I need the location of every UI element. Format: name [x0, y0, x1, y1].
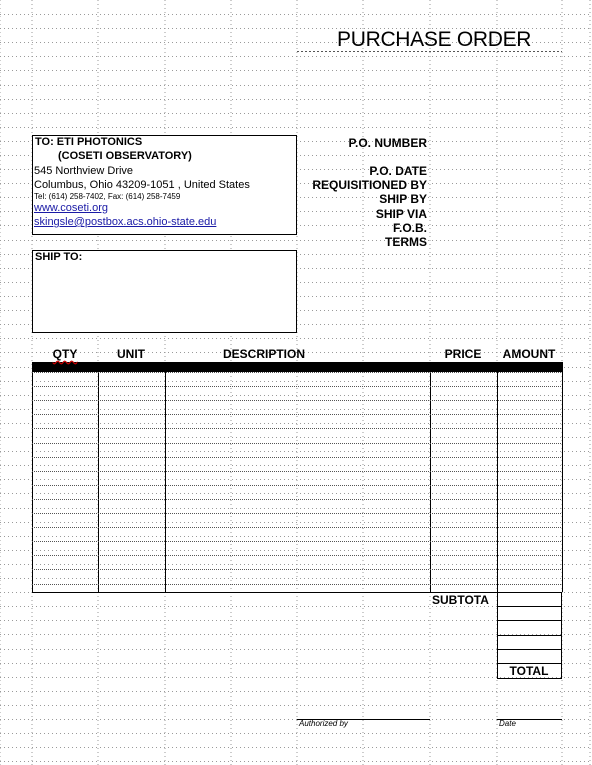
column-header-amount: AMOUNT — [502, 347, 556, 361]
vendor-name: (COSETI OBSERVATORY) — [58, 150, 192, 162]
authorized-by-label: Authorized by — [299, 719, 348, 728]
vendor-email-link[interactable]: skingsle@postbox.acs.ohio-state.edu — [34, 216, 217, 228]
ship-by-label: SHIP BY — [379, 192, 427, 206]
total-label: TOTAL — [509, 664, 549, 678]
vendor-address-line1: 545 Northview Drive — [34, 165, 134, 177]
column-header-unit: UNIT — [117, 347, 145, 361]
terms-label: TERMS — [385, 235, 427, 249]
ship-to-label: SHIP TO: — [35, 251, 83, 263]
page-title: PURCHASE ORDER — [337, 28, 532, 51]
po-number-label: P.O. NUMBER — [348, 136, 427, 150]
requisitioned-by-label: REQUISITIONED BY — [312, 178, 427, 192]
ship-via-label: SHIP VIA — [375, 207, 427, 221]
po-date-label: P.O. DATE — [369, 164, 427, 178]
date-label: Date — [499, 719, 516, 728]
table-header-bar — [32, 362, 562, 372]
column-header-price: PRICE — [444, 347, 482, 361]
vendor-address-line2: Columbus, Ohio 43209-1051 , United States — [34, 179, 250, 191]
column-header-description: DESCRIPTION — [222, 347, 305, 361]
fob-label: F.O.B. — [392, 221, 427, 235]
vendor-contact: Tel: (614) 258-7402, Fax: (614) 258-7459 — [34, 192, 181, 201]
vendor-to-label: TO: ETI PHOTONICS — [35, 136, 143, 148]
vendor-website-link[interactable]: www.coseti.org — [34, 202, 108, 214]
column-header-qty: QTY — [52, 347, 78, 361]
subtotal-label: SUBTOTA — [432, 593, 489, 607]
